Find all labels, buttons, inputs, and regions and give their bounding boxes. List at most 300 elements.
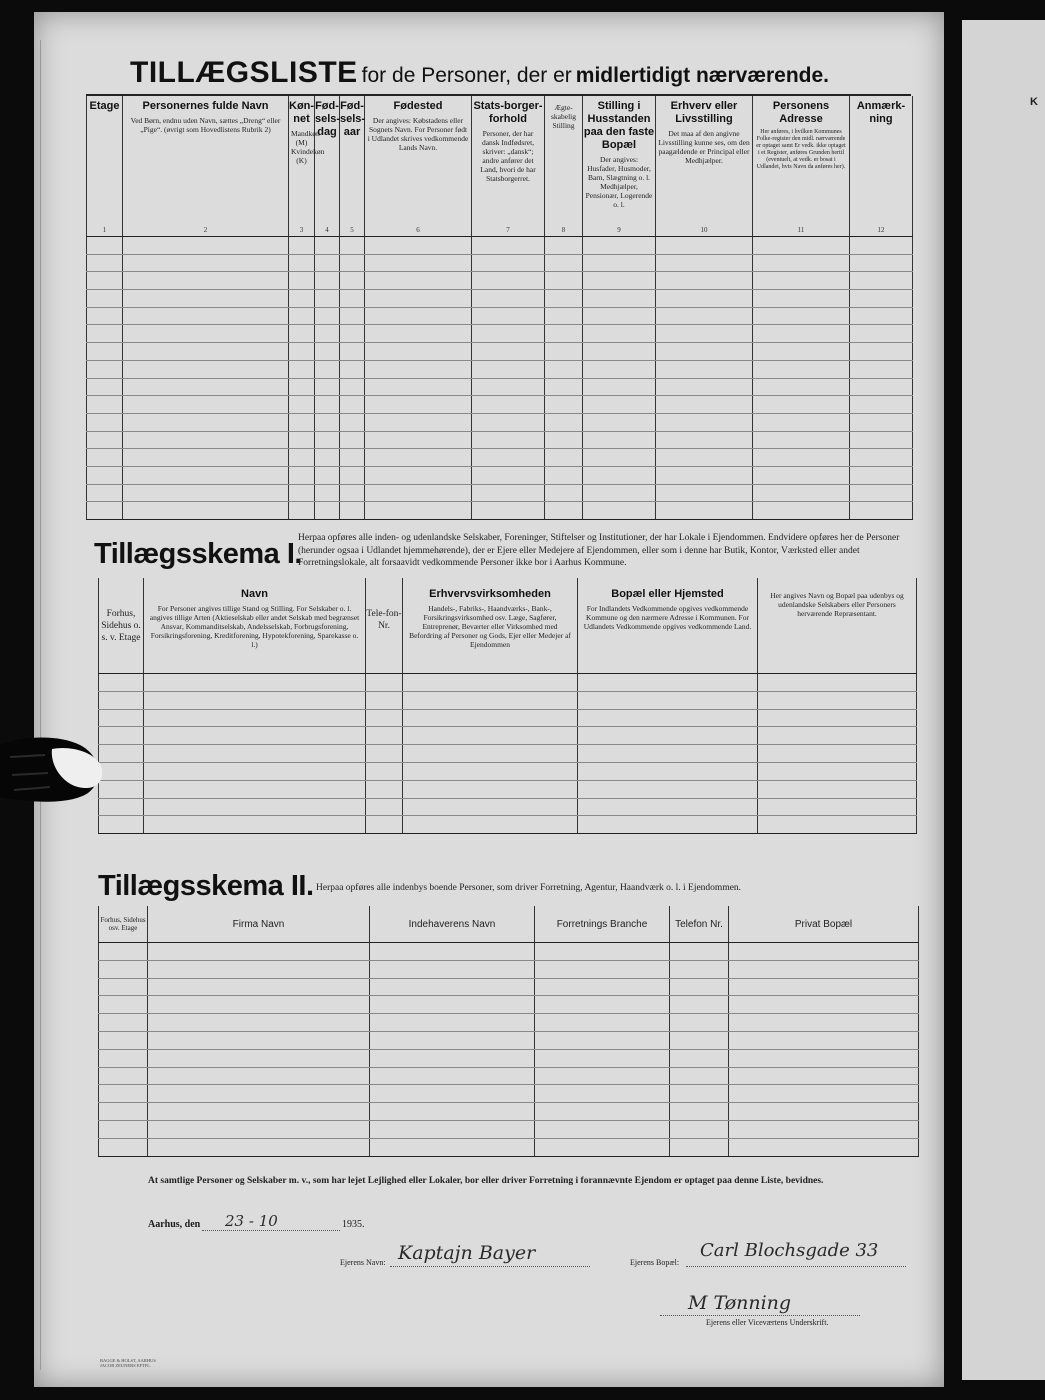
table-cell (99, 674, 144, 692)
skema1-col-wrap (403, 578, 577, 673)
table-cell (850, 466, 913, 484)
table-cell (850, 325, 913, 343)
main-col-title: Stilling i Husstanden paa den faste Bopæl (583, 100, 655, 151)
table-cell (535, 996, 670, 1014)
table-cell (472, 360, 545, 378)
table-cell (289, 272, 315, 290)
table-cell (403, 745, 578, 763)
table-cell (99, 762, 144, 780)
table-cell (583, 413, 656, 431)
table-cell (403, 709, 578, 727)
main-col-desc: Der angives: Købstadens eller Sognets Navn. For Personer født i Udlandet skrives vedkommende Lands Navn. (367, 116, 469, 152)
table-cell (472, 272, 545, 290)
main-col-number: 9 (617, 226, 621, 234)
table-cell (758, 816, 917, 834)
skema2-col-header-6 (729, 906, 919, 943)
main-col-number: 5 (350, 226, 354, 234)
table-cell (403, 727, 578, 745)
table-cell (656, 290, 753, 308)
table-cell (366, 727, 403, 745)
main-table (86, 96, 913, 520)
skema2-col-title: Indehaverens Navn (408, 918, 496, 930)
table-cell (656, 325, 753, 343)
skema2-intro: Herpaa opføres alle indenbys boende Personer, som driver Forretning, Agentur, Haandværk o. l. i Ejendommen. (316, 883, 742, 893)
printer-mark: BAGGE & HOLST, AARHUS JACOB ZEUNERS EFTFL. (100, 1358, 156, 1368)
table-row (87, 378, 913, 396)
table-row (99, 674, 917, 692)
skema2-col-title: Firma Navn (232, 918, 285, 930)
table-cell (370, 1085, 535, 1103)
table-cell (583, 484, 656, 502)
table-cell (366, 762, 403, 780)
table-cell (99, 1120, 148, 1138)
table-cell (535, 1067, 670, 1085)
table-row (99, 1067, 919, 1085)
table-cell (123, 272, 289, 290)
title-tillaegsliste: TILLÆGSLISTE (130, 56, 358, 89)
table-cell (758, 798, 917, 816)
table-cell (99, 816, 144, 834)
table-cell (545, 343, 583, 361)
main-col-number: 4 (325, 226, 329, 234)
table-cell (753, 343, 850, 361)
thumb-shadow (0, 735, 105, 805)
table-cell (289, 466, 315, 484)
table-cell (87, 378, 123, 396)
skema1-col-title: Navn (241, 588, 268, 600)
table-row (87, 343, 913, 361)
table-row (87, 290, 913, 308)
table-cell (656, 484, 753, 502)
table-cell (753, 484, 850, 502)
table-cell (758, 674, 917, 692)
table-cell (87, 502, 123, 520)
table-cell (729, 1103, 919, 1121)
date-handwritten: 23 - 10 (225, 1212, 278, 1230)
table-cell (758, 709, 917, 727)
owner-name: Kaptajn Bayer (398, 1242, 536, 1264)
table-cell (366, 798, 403, 816)
table-cell (583, 378, 656, 396)
main-table-header (87, 96, 913, 237)
table-cell (656, 307, 753, 325)
table-cell (578, 727, 758, 745)
table-cell (656, 237, 753, 255)
skema2-col-title: Telefon Nr. (675, 918, 723, 930)
table-cell (365, 272, 472, 290)
table-cell (99, 1031, 148, 1049)
table-cell (87, 290, 123, 308)
table-cell (670, 960, 729, 978)
table-cell (545, 272, 583, 290)
table-cell (753, 290, 850, 308)
main-col-wrap (340, 96, 364, 236)
table-cell (545, 307, 583, 325)
table-cell (545, 502, 583, 520)
table-cell (87, 466, 123, 484)
table-cell (148, 1014, 370, 1032)
owner-address: Carl Blochsgade 33 (700, 1240, 879, 1261)
table-cell (472, 290, 545, 308)
skema1-col-wrap (366, 578, 402, 673)
table-cell (99, 798, 144, 816)
table-cell (144, 816, 366, 834)
table-cell (99, 943, 148, 961)
table-row (99, 978, 919, 996)
table-cell (850, 307, 913, 325)
table-cell (729, 1138, 919, 1156)
table-cell (340, 378, 365, 396)
table-cell (144, 762, 366, 780)
table-row (87, 502, 913, 520)
table-cell (670, 1103, 729, 1121)
main-col-number: 3 (299, 226, 304, 234)
skema2-table (98, 906, 919, 1157)
table-cell (535, 1138, 670, 1156)
table-cell (365, 290, 472, 308)
table-cell (850, 413, 913, 431)
table-cell (370, 1049, 535, 1067)
table-cell (99, 996, 148, 1014)
table-cell (123, 378, 289, 396)
main-col-title: Fød-sels-aar (340, 100, 366, 138)
table-cell (340, 272, 365, 290)
skema1-col-desc: Handels-, Fabriks-, Haandværks-, Bank-, Forsikringsvirksomhed osv. Læge, Sagfører, Entreprenør, Beværter eller Virksomhed med Befordring af Personer og Gods, Ejer eller Medejer af Ejendommen (409, 604, 571, 649)
table-row (99, 996, 919, 1014)
table-cell (403, 691, 578, 709)
table-cell (366, 816, 403, 834)
table-cell (123, 449, 289, 467)
table-cell (365, 466, 472, 484)
table-cell (315, 290, 340, 308)
table-cell (123, 484, 289, 502)
main-col-desc: Der angives: Husfader, Husmoder, Barn, Slægtning o. l. Medhjælper, Pensionær, Logerende o. l. (585, 155, 653, 209)
main-col-title: Stats-borger-forhold (473, 100, 543, 125)
table-cell (758, 780, 917, 798)
table-cell (340, 290, 365, 308)
table-row (87, 254, 913, 272)
skema1-col-desc: For Personer angives tillige Stand og Stilling. For Selskaber o. l. angives tillige Arten (Aktieselskab eller andet Selskab med begrænset Ansvar, Kommanditselskab, Andelsselskab, Forbrugsforening, Forsikringsforening, Kreditforening, Hypotekforening, Sparekasse o. l.) (149, 604, 360, 649)
signature-label: Ejerens eller Viceværtens Underskrift. (706, 1318, 829, 1327)
table-cell (289, 449, 315, 467)
main-col-title: Etage (89, 100, 120, 112)
table-cell (753, 272, 850, 290)
table-cell (583, 254, 656, 272)
table-cell (753, 360, 850, 378)
main-col-title: Erhverv eller Livsstilling (670, 100, 738, 125)
table-cell (583, 360, 656, 378)
table-cell (656, 502, 753, 520)
table-cell (148, 996, 370, 1014)
table-cell (99, 1138, 148, 1156)
table-cell (315, 254, 340, 272)
table-cell (148, 1120, 370, 1138)
table-cell (99, 745, 144, 763)
table-cell (545, 449, 583, 467)
main-col-title: Fød-sels-dag (315, 100, 341, 138)
table-cell (365, 307, 472, 325)
table-cell (289, 307, 315, 325)
table-cell (729, 978, 919, 996)
table-row (87, 307, 913, 325)
table-cell (370, 1120, 535, 1138)
footer-statement: At samtlige Personer og Selskaber m. v., som har lejet Lejlighed eller Lokaler, bor eller driver Forretning i forannævnte Ejendom er optaget paa denne Liste, bevidnes. (148, 1176, 824, 1186)
table-cell (365, 325, 472, 343)
table-cell (123, 502, 289, 520)
table-cell (87, 272, 123, 290)
skema2-col-wrap (670, 906, 728, 942)
table-cell (545, 378, 583, 396)
footer-place: Aarhus, den (148, 1219, 201, 1230)
table-cell (472, 502, 545, 520)
table-row (87, 449, 913, 467)
table-cell (365, 449, 472, 467)
table-cell (535, 1120, 670, 1138)
table-cell (578, 745, 758, 763)
table-cell (123, 254, 289, 272)
main-col-desc: Mandkøn (M) Kvindekøn (K) (291, 129, 325, 165)
skema2-col-wrap (99, 906, 147, 942)
table-row (99, 1120, 919, 1138)
table-cell (753, 466, 850, 484)
table-cell (545, 431, 583, 449)
skema2-col-header-1 (99, 906, 148, 943)
table-cell (583, 449, 656, 467)
table-row (87, 325, 913, 343)
table-cell (656, 360, 753, 378)
table-cell (758, 745, 917, 763)
table-cell (578, 798, 758, 816)
table-cell (289, 378, 315, 396)
table-cell (670, 996, 729, 1014)
table-cell (583, 431, 656, 449)
title-end: midlertidigt nærværende. (575, 64, 830, 87)
skema2-col-header-4 (535, 906, 670, 943)
table-cell (315, 449, 340, 467)
table-cell (123, 466, 289, 484)
main-col-number: 7 (506, 226, 510, 234)
main-col-number: 11 (797, 226, 805, 234)
table-cell (87, 484, 123, 502)
table-cell (535, 978, 670, 996)
table-cell (123, 290, 289, 308)
table-cell (729, 1031, 919, 1049)
main-col-wrap (289, 96, 325, 236)
table-cell (340, 466, 365, 484)
table-cell (99, 978, 148, 996)
skema2-col-header-3 (370, 906, 535, 943)
adjacent-page-fragment: K (1030, 96, 1038, 108)
main-col-header-10 (656, 96, 753, 237)
table-cell (99, 691, 144, 709)
main-col-header-11 (753, 96, 850, 237)
table-cell (123, 343, 289, 361)
table-cell (123, 325, 289, 343)
table-row (87, 484, 913, 502)
table-cell (99, 780, 144, 798)
table-cell (370, 943, 535, 961)
table-cell (123, 431, 289, 449)
table-cell (472, 254, 545, 272)
main-col-header-3 (289, 96, 325, 237)
table-cell (758, 762, 917, 780)
skema1-col-wrap (578, 578, 757, 673)
table-cell (758, 691, 917, 709)
table-cell (670, 1014, 729, 1032)
table-cell (535, 960, 670, 978)
table-cell (850, 396, 913, 414)
table-cell (729, 1120, 919, 1138)
table-row (99, 1014, 919, 1032)
main-col-number: 1 (102, 226, 107, 234)
table-cell (578, 780, 758, 798)
table-cell (583, 502, 656, 520)
main-col-title: Fødested (393, 100, 443, 112)
table-cell (365, 484, 472, 502)
table-cell (123, 307, 289, 325)
table-cell (289, 325, 315, 343)
skema1-col-title: Erhvervsvirksomheden (429, 588, 551, 600)
table-cell (670, 1049, 729, 1067)
table-cell (289, 431, 315, 449)
table-row (99, 780, 917, 798)
main-col-desc: Ægte-skabelig Stilling (551, 103, 576, 130)
table-cell (850, 502, 913, 520)
table-cell (670, 1031, 729, 1049)
table-cell (656, 378, 753, 396)
table-cell (365, 360, 472, 378)
table-cell (545, 237, 583, 255)
table-cell (340, 484, 365, 502)
skema1-col-header-2 (144, 578, 366, 674)
main-col-wrap (123, 96, 288, 236)
table-cell (370, 1031, 535, 1049)
table-cell (144, 674, 366, 692)
table-cell (315, 378, 340, 396)
table-cell (148, 1067, 370, 1085)
table-cell (340, 254, 365, 272)
table-row (87, 413, 913, 431)
skema2-col-wrap (148, 906, 369, 942)
table-cell (340, 360, 365, 378)
main-col-title: Anmærk-ning (856, 100, 906, 125)
table-cell (87, 343, 123, 361)
table-cell (850, 343, 913, 361)
table-row (99, 960, 919, 978)
table-cell (370, 1138, 535, 1156)
table-cell (753, 254, 850, 272)
table-cell (472, 466, 545, 484)
table-cell (583, 325, 656, 343)
table-cell (472, 396, 545, 414)
table-cell (472, 307, 545, 325)
main-table-body (87, 237, 913, 520)
skema2-col-wrap (729, 906, 918, 942)
table-cell (403, 762, 578, 780)
skema2-col-wrap (535, 906, 669, 942)
table-cell (753, 431, 850, 449)
signature: M Tønning (688, 1292, 792, 1314)
main-col-wrap (472, 96, 544, 236)
table-cell (535, 1031, 670, 1049)
table-cell (365, 343, 472, 361)
table-cell (366, 691, 403, 709)
table-cell (340, 343, 365, 361)
table-cell (403, 780, 578, 798)
table-cell (144, 798, 366, 816)
table-cell (123, 396, 289, 414)
table-cell (315, 237, 340, 255)
table-cell (403, 798, 578, 816)
main-col-desc: Det maa af den angivne Livsstilling kunne ses, om den paagældende er Principal eller Medhjælper. (658, 129, 750, 165)
table-cell (365, 237, 472, 255)
table-cell (87, 307, 123, 325)
table-cell (403, 674, 578, 692)
table-cell (545, 396, 583, 414)
table-cell (729, 1085, 919, 1103)
table-cell (583, 307, 656, 325)
table-row (87, 466, 913, 484)
table-cell (670, 978, 729, 996)
skema2-table-header (99, 906, 919, 943)
table-cell (87, 449, 123, 467)
table-cell (99, 1103, 148, 1121)
table-cell (289, 237, 315, 255)
table-cell (583, 343, 656, 361)
table-cell (656, 254, 753, 272)
main-col-number: 6 (416, 226, 420, 234)
skema2-col-title: Privat Bopæl (794, 918, 853, 930)
skema2-col-title: Forretnings Branche (556, 918, 648, 930)
main-col-wrap (850, 96, 912, 236)
table-cell (472, 378, 545, 396)
table-cell (87, 254, 123, 272)
table-cell (99, 727, 144, 745)
table-cell (545, 325, 583, 343)
owner-name-line (390, 1266, 590, 1267)
table-cell (340, 396, 365, 414)
main-col-number: 10 (700, 226, 708, 234)
table-cell (670, 1067, 729, 1085)
table-cell (365, 396, 472, 414)
table-cell (99, 1049, 148, 1067)
table-cell (289, 290, 315, 308)
table-cell (545, 360, 583, 378)
skema1-table (98, 578, 917, 834)
title-middle: for de Personer, der er (361, 64, 572, 87)
main-title (130, 56, 829, 90)
skema1-intro: Herpaa opføres alle inden- og udenlandske Selskaber, Foreninger, Stiftelser og Institutioner, der har Lokale i Ejendommen. Endvidere opføres her de Personer (herunder ogsaa i Udlandet hjemmehørende), der er Ejere eller Medejere af Ejendommen, eller som i denne har Butik, Kontor, Værksted eller andet Forretningslokale, alt forsaavidt vedkommende Personer ikke bor i Aarhus Kommune. (298, 533, 900, 568)
table-cell (656, 272, 753, 290)
table-cell (366, 745, 403, 763)
table-cell (370, 960, 535, 978)
table-cell (123, 237, 289, 255)
table-row (99, 1085, 919, 1103)
table-cell (315, 413, 340, 431)
owner-name-label: Ejerens Navn: (340, 1258, 386, 1267)
table-cell (472, 325, 545, 343)
skema2-col-header-5 (670, 906, 729, 943)
table-cell (753, 237, 850, 255)
table-row (87, 360, 913, 378)
main-col-number: 8 (561, 226, 566, 234)
table-cell (148, 1138, 370, 1156)
skema1-col-header-3 (366, 578, 403, 674)
skema1-col-title: Bopæl eller Hjemsted (611, 588, 724, 600)
table-cell (545, 290, 583, 308)
main-col-header-8 (545, 96, 583, 237)
skema1-title: Tillægsskema I. (94, 538, 302, 570)
